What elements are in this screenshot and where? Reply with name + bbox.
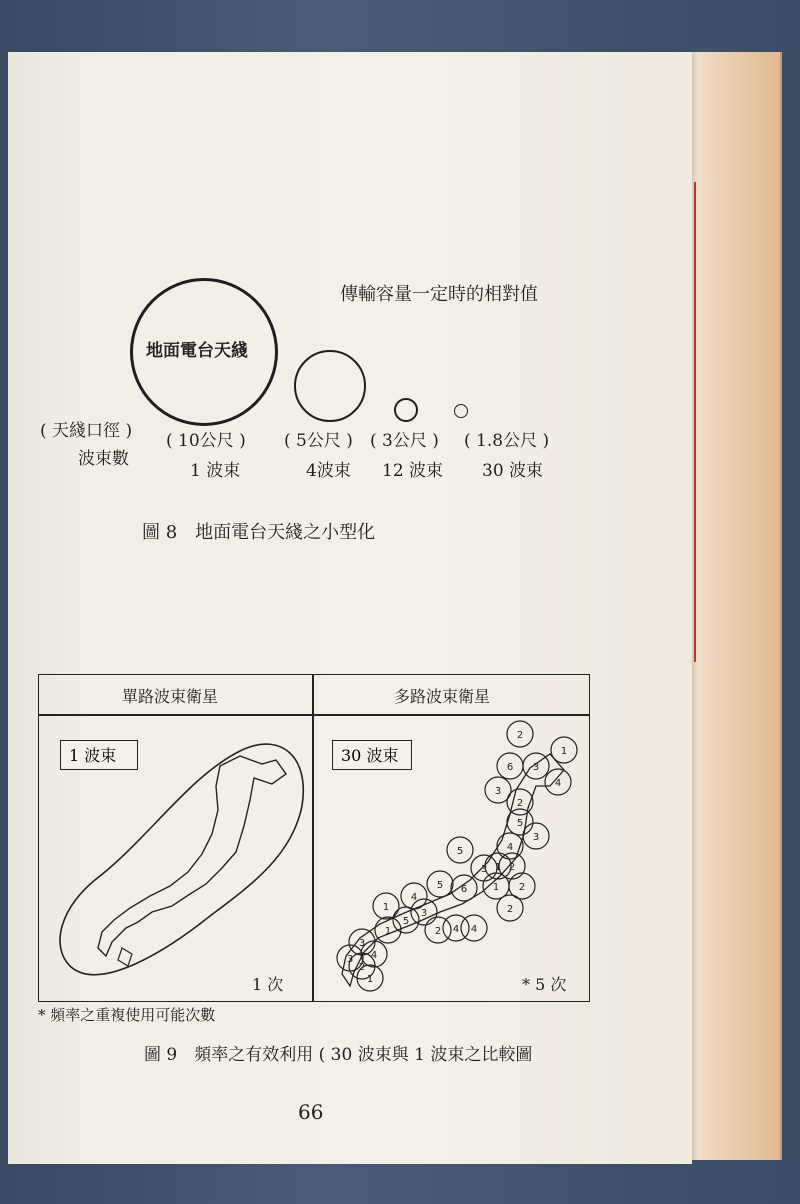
fig8-header: 傳輸容量一定時的相對值 bbox=[340, 284, 538, 305]
fig9-caption: 圖 9 頻率之有效利用 ( 30 波束與 1 波束之比較圖 bbox=[144, 1045, 533, 1065]
antenna-circle-5m bbox=[294, 350, 366, 422]
beam-number: 3 bbox=[532, 832, 540, 843]
left-reuse-count: 1 次 bbox=[252, 975, 284, 994]
size-5m: ( 5公尺 ) bbox=[284, 431, 353, 451]
beam-number: 1 bbox=[492, 882, 500, 893]
right-reuse-count: * 5 次 bbox=[522, 975, 567, 994]
antenna-circle-1-8m bbox=[454, 404, 468, 418]
beam-number: 5 bbox=[402, 916, 410, 927]
beam-number: 5 bbox=[456, 846, 464, 857]
fig8-caption: 圖 8 地面電台天綫之小型化 bbox=[142, 522, 376, 543]
beam-number: 1 bbox=[382, 902, 390, 913]
beam-number: 3 bbox=[420, 908, 428, 919]
size-1-8m: ( 1.8公尺 ) bbox=[464, 431, 550, 451]
beam-number: 3 bbox=[346, 954, 354, 965]
beam-number: 5 bbox=[436, 880, 444, 891]
beam-footprint-outline bbox=[60, 744, 303, 975]
book-page bbox=[8, 52, 692, 1164]
beam-number: 3 bbox=[480, 864, 488, 875]
beam-number: 4 bbox=[410, 892, 418, 903]
beam-number: 3 bbox=[494, 786, 502, 797]
single-beam-map bbox=[40, 716, 310, 1000]
beam-number: 2 bbox=[516, 730, 524, 741]
beams-30: 30 波束 bbox=[482, 461, 544, 481]
beams-4: 4波束 bbox=[306, 461, 351, 481]
beam-number: 3 bbox=[532, 762, 540, 773]
beam-number: 5 bbox=[516, 818, 524, 829]
beam-number: 1 bbox=[494, 862, 502, 873]
beam-number: 2 bbox=[506, 904, 514, 915]
fig9-left-title: 單路波束衛星 bbox=[122, 687, 219, 706]
page-number: 66 bbox=[298, 1100, 324, 1124]
page-edges bbox=[688, 52, 782, 1160]
beam-number: 4 bbox=[554, 778, 562, 789]
island-outline bbox=[118, 948, 132, 966]
beams-1: 1 波束 bbox=[190, 461, 241, 481]
beam-number: 4 bbox=[452, 924, 460, 935]
multi-beam-map bbox=[314, 716, 588, 1000]
size-3m: ( 3公尺 ) bbox=[370, 431, 439, 451]
beam-number: 2 bbox=[508, 862, 516, 873]
beam-number: 6 bbox=[506, 762, 514, 773]
antenna-label: 地面電台天綫 bbox=[146, 341, 248, 361]
row-label-beams: 波束數 bbox=[78, 449, 129, 469]
single-beam-box: 1 波束 bbox=[60, 740, 138, 770]
beam-number: 4 bbox=[370, 950, 378, 961]
fig9-right-title: 多路波束衛星 bbox=[394, 687, 491, 706]
antenna-circle-3m bbox=[394, 398, 418, 422]
beams-12: 12 波束 bbox=[382, 461, 444, 481]
size-10m: ( 10公尺 ) bbox=[166, 431, 246, 451]
beam-number: 2 bbox=[518, 882, 526, 893]
beam-number: 2 bbox=[434, 926, 442, 937]
beam-number: 4 bbox=[470, 924, 478, 935]
multi-beam-box: 30 波束 bbox=[332, 740, 412, 770]
beam-number: 1 bbox=[366, 974, 374, 985]
beam-number: 2 bbox=[516, 798, 524, 809]
beam-number: 2 bbox=[358, 962, 366, 973]
beam-number: 1 bbox=[384, 926, 392, 937]
beam-number: 4 bbox=[506, 842, 514, 853]
beam-number: 1 bbox=[560, 746, 568, 757]
red-edge-line bbox=[694, 182, 696, 662]
beam-number: 3 bbox=[358, 938, 366, 949]
fig9-footnote: * 頻率之重複使用可能次數 bbox=[38, 1006, 216, 1024]
row-label-aperture: ( 天綫口徑 ) bbox=[40, 421, 133, 441]
beam-number: 6 bbox=[460, 884, 468, 895]
